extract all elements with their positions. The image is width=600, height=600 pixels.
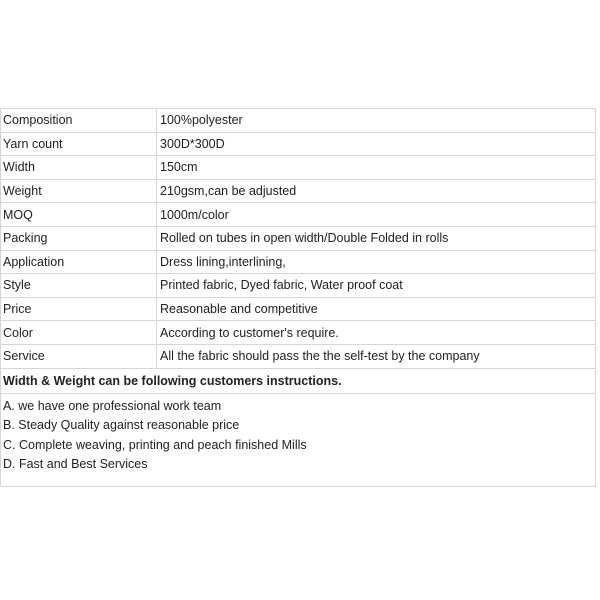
spec-value: 100%polyester — [157, 109, 596, 133]
spec-value: 150cm — [157, 156, 596, 180]
spec-label: Width — [1, 156, 157, 180]
spec-value: Rolled on tubes in open width/Double Folded in rolls — [157, 226, 596, 250]
table-row — [1, 226, 596, 250]
list-item: B. Steady Quality against reasonable price — [3, 418, 240, 433]
spec-value: Printed fabric, Dyed fabric, Water proof coat — [157, 274, 596, 298]
spec-label: Color — [1, 321, 157, 345]
table-row — [1, 321, 596, 345]
table-row — [1, 203, 596, 227]
note-row — [1, 368, 596, 393]
product-spec-table — [0, 108, 596, 487]
spec-label: MOQ — [1, 203, 157, 227]
spec-value: 210gsm,can be adjusted — [157, 179, 596, 203]
table-row — [1, 297, 596, 321]
spec-label: Yarn count — [1, 132, 157, 156]
size-note: Width & Weight can be following customers instructions. — [1, 368, 596, 393]
spec-label: Weight — [1, 179, 157, 203]
spec-label: Packing — [1, 226, 157, 250]
spec-value: According to customer's require. — [157, 321, 596, 345]
spec-value: Dress lining,interlining, — [157, 250, 596, 274]
list-item: C. Complete weaving, printing and peach finished Mills — [3, 437, 307, 452]
spec-value: 1000m/color — [157, 203, 596, 227]
spec-value: 300D*300D — [157, 132, 596, 156]
spec-label: Application — [1, 250, 157, 274]
table-row — [1, 156, 596, 180]
spec-label: Composition — [1, 109, 157, 133]
spec-value: All the fabric should pass the the self-test by the company — [157, 344, 596, 368]
table-row — [1, 179, 596, 203]
list-item: D. Fast and Best Services — [3, 457, 148, 472]
spec-label: Price — [1, 297, 157, 321]
spec-label: Style — [1, 274, 157, 298]
spec-label: Service — [1, 344, 157, 368]
advantages-row — [1, 393, 596, 486]
table-row — [1, 250, 596, 274]
table-row — [1, 109, 596, 133]
list-item: A. we have one professional work team — [3, 398, 222, 413]
table-row — [1, 274, 596, 298]
spec-value: Reasonable and competitive — [157, 297, 596, 321]
advantages-list — [1, 393, 596, 486]
table-row — [1, 344, 596, 368]
table-row — [1, 132, 596, 156]
